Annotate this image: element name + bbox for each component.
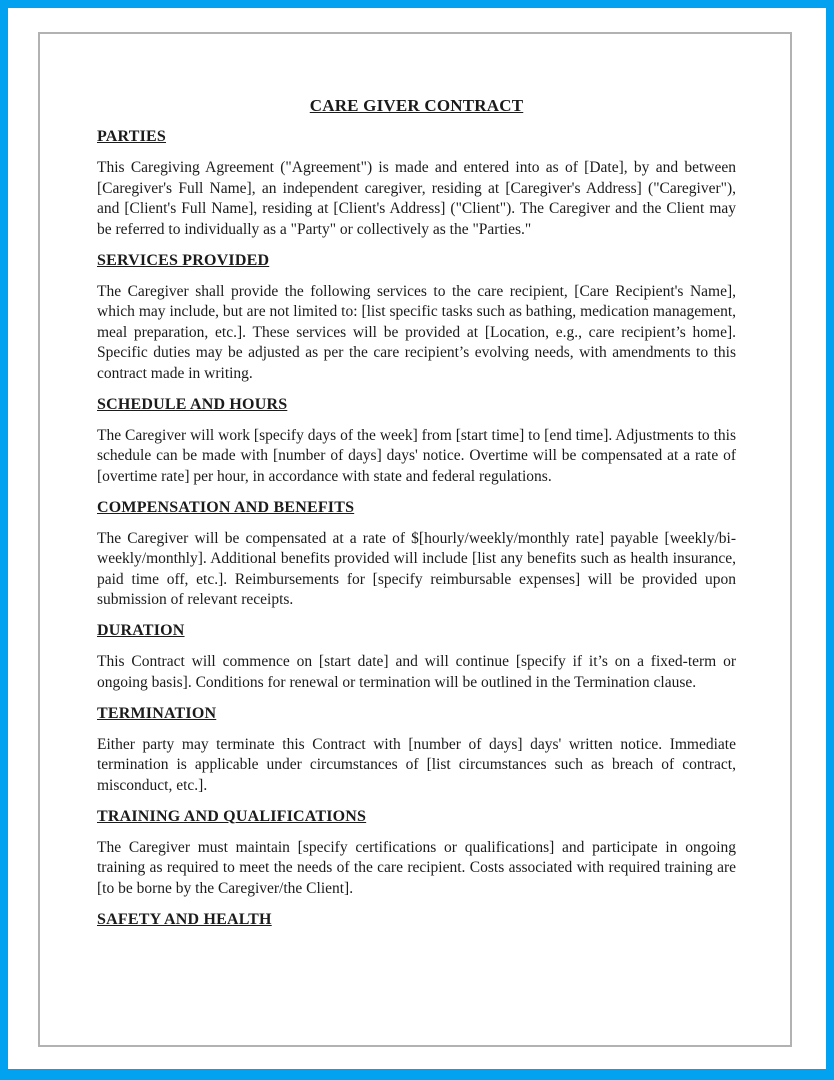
- section-paragraph-schedule-and-hours: The Caregiver will work [specify days of the week] from [start time] to [end time]. Adjustments to this schedule can be made with [number of days] days' notice. Overtime will be compensated at a rate of [overtime rate] per hour, in accordance with state and federal regulations.: [97, 426, 736, 485]
- document-title: CARE GIVER CONTRACT: [309, 96, 524, 115]
- section-paragraph-compensation-and-benefits: The Caregiver will be compensated at a rate of $[hourly/weekly/monthly rate] payable [weekly/bi-weekly/monthly]. Additional benefits provided will include [list any benefits such as health insurance, paid time off, etc.]. Reimbursements for [specify reimbursable expenses] will be provided upon submission of relevant receipts.: [97, 529, 736, 608]
- document-border-box: [38, 32, 792, 1047]
- section-heading-parties: PARTIES: [97, 128, 167, 145]
- section-paragraph-parties: This Caregiving Agreement ("Agreement") is made and entered into as of [Date], by and between [Caregiver's Full Name], an independent caregiver, residing at [Caregiver's Address] ("Caregiver"), and [Client's Full Name], residing at [Client's Address] ("Client"). The Caregiver and the Client may be referred to individually as a "Party" or collectively as the "Parties.": [97, 159, 736, 238]
- section-heading-safety-and-health: SAFETY AND HEALTH: [97, 910, 272, 928]
- section-heading-duration: DURATION: [97, 622, 185, 639]
- section-heading-compensation-and-benefits: COMPENSATION AND BENEFITS: [97, 498, 355, 516]
- document-page: [8, 8, 826, 1069]
- section-heading-schedule-and-hours: SCHEDULE AND HOURS: [97, 395, 288, 413]
- section-paragraph-duration: This Contract will commence on [start date] and will continue [specify if it’s on a fixed-term or ongoing basis]. Conditions for renewal or termination will be outlined in the Termination clause.: [97, 653, 736, 691]
- section-paragraph-termination: Either party may terminate this Contract with [number of days] days' written notice. Immediate termination is applicable under circumstances of [list circumstances such as breach of contract, misconduct, etc.].: [97, 735, 736, 794]
- document-content: [97, 96, 736, 941]
- section-heading-services-provided: SERVICES PROVIDED: [97, 251, 270, 269]
- section-heading-termination: TERMINATION: [97, 704, 217, 722]
- section-paragraph-services-provided: The Caregiver shall provide the following services to the care recipient, [Care Recipient's Name], which may include, but are not limited to: [list specific tasks such as bathing, medication management, meal preparation, etc.]. These services will be provided at [Location, e.g., care recipient’s home]. Specific duties may be adjusted as per the care recipient’s evolving needs, with amendments to this contract made in writing.: [97, 282, 736, 382]
- section-heading-training-and-qualifications: TRAINING AND QUALIFICATIONS: [97, 807, 367, 825]
- section-paragraph-training-and-qualifications: The Caregiver must maintain [specify certifications or qualifications] and participate in ongoing training as required to meet the needs of the care recipient. Costs associated with required training are [to be borne by the Caregiver/the Client].: [97, 838, 736, 897]
